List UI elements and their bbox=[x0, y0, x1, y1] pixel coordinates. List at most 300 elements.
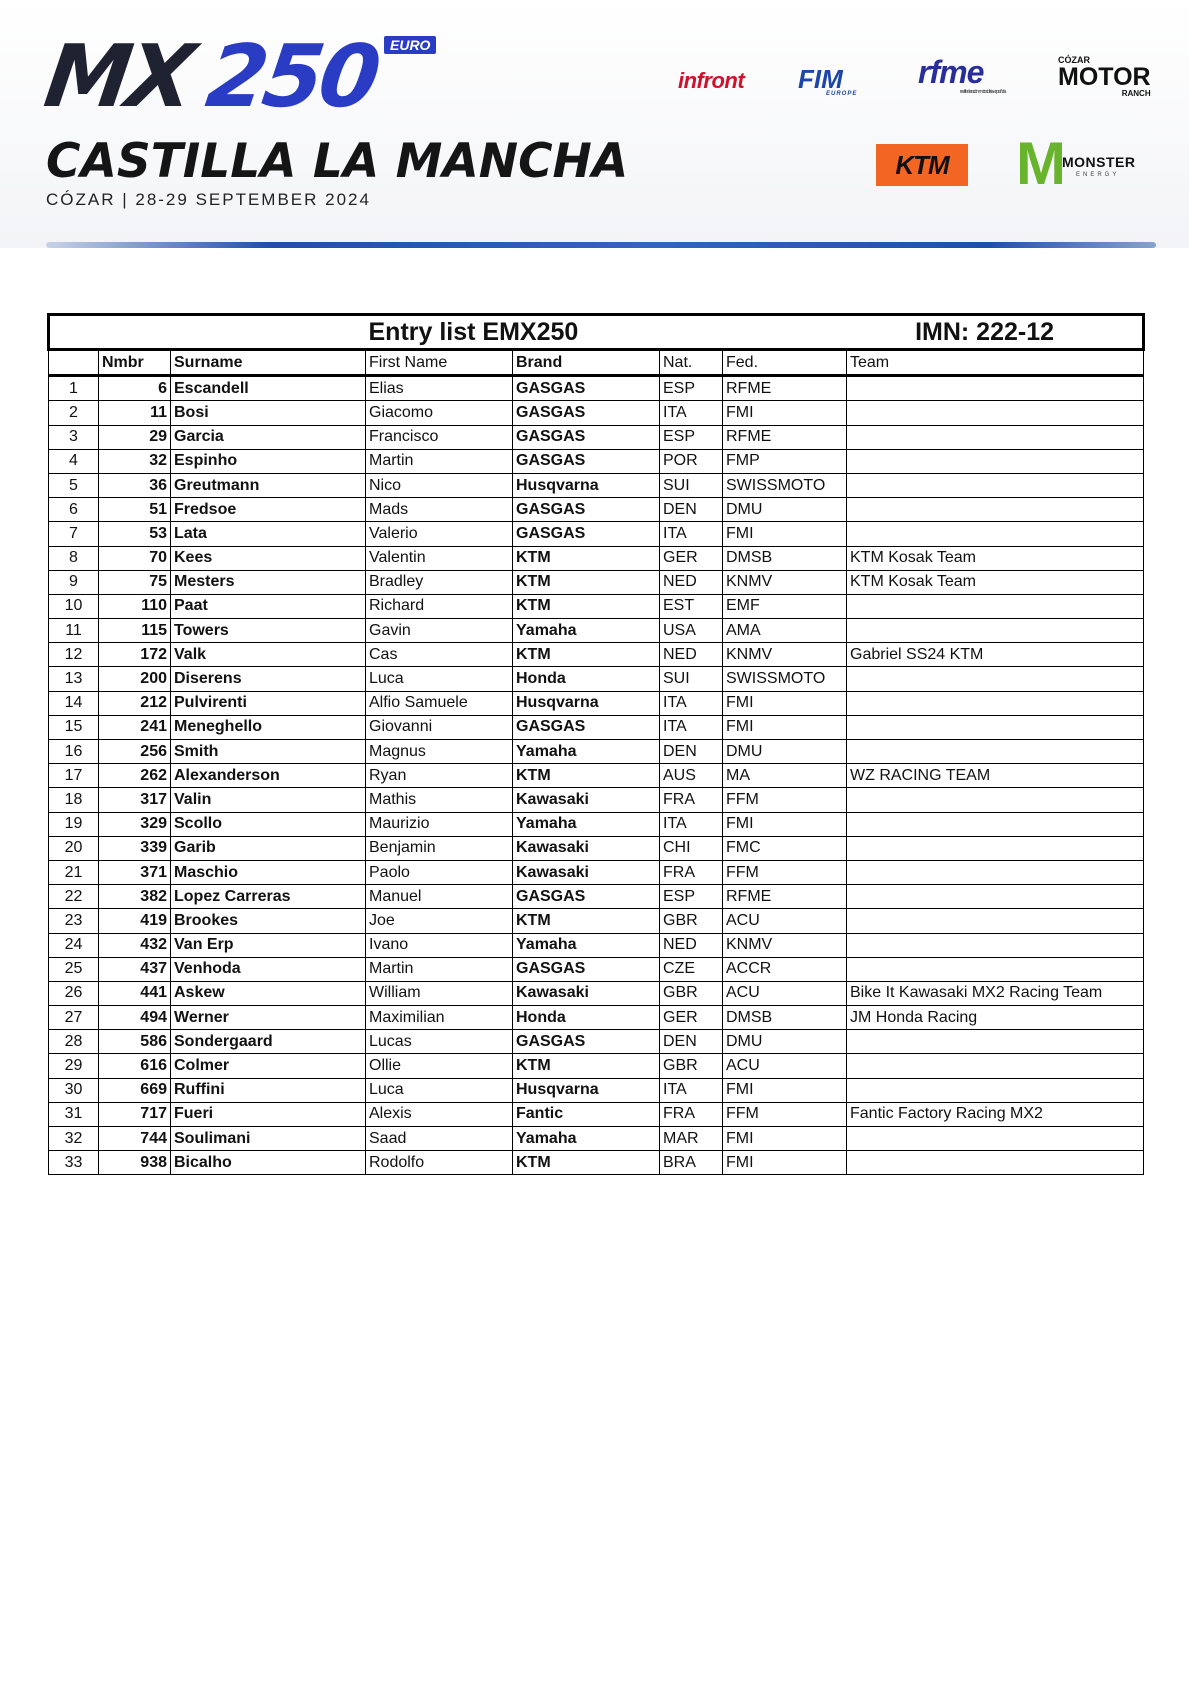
cell-position: 8 bbox=[49, 546, 99, 570]
cell-fed: RFME bbox=[723, 425, 847, 449]
cell-surname: Mesters bbox=[171, 570, 366, 594]
cell-position: 3 bbox=[49, 425, 99, 449]
cell-surname: Maschio bbox=[171, 860, 366, 884]
cell-nat: ITA bbox=[660, 1078, 723, 1102]
cell-number: 382 bbox=[99, 885, 171, 909]
cell-position: 2 bbox=[49, 401, 99, 425]
cell-first-name: Martin bbox=[366, 957, 513, 981]
table-row bbox=[49, 957, 1144, 981]
cell-fed: ACU bbox=[723, 1054, 847, 1078]
cell-fed: RFME bbox=[723, 885, 847, 909]
cell-first-name: William bbox=[366, 981, 513, 1005]
cell-number: 669 bbox=[99, 1078, 171, 1102]
cell-position: 30 bbox=[49, 1078, 99, 1102]
cell-nat: GBR bbox=[660, 909, 723, 933]
cell-team bbox=[847, 933, 1144, 957]
cell-fed: FMC bbox=[723, 836, 847, 860]
cell-position: 11 bbox=[49, 619, 99, 643]
table-row bbox=[49, 376, 1144, 401]
cell-nat: SUI bbox=[660, 473, 723, 497]
cell-surname: Scollo bbox=[171, 812, 366, 836]
logo-euro-tag: EURO bbox=[384, 36, 436, 54]
rfme-logo-sub: real federación motociclista española bbox=[960, 89, 1006, 95]
cell-nat: NED bbox=[660, 570, 723, 594]
cell-brand: Kawasaki bbox=[513, 981, 660, 1005]
col-header-team: Team bbox=[847, 350, 1144, 376]
cell-first-name: Alfio Samuele bbox=[366, 691, 513, 715]
cell-team bbox=[847, 376, 1144, 401]
cell-nat: GBR bbox=[660, 1054, 723, 1078]
cell-brand: KTM bbox=[513, 1054, 660, 1078]
cell-nat: ITA bbox=[660, 522, 723, 546]
table-row bbox=[49, 401, 1144, 425]
cell-team bbox=[847, 788, 1144, 812]
cell-first-name: Nico bbox=[366, 473, 513, 497]
col-header-nat: Nat. bbox=[660, 350, 723, 376]
table-title: Entry list EMX250 bbox=[366, 315, 723, 350]
cell-fed: ACU bbox=[723, 909, 847, 933]
cell-surname: Smith bbox=[171, 740, 366, 764]
cell-first-name: Bradley bbox=[366, 570, 513, 594]
cell-nat: ITA bbox=[660, 715, 723, 739]
cell-first-name: Martin bbox=[366, 449, 513, 473]
cell-team: Gabriel SS24 KTM bbox=[847, 643, 1144, 667]
cell-fed: DMU bbox=[723, 1030, 847, 1054]
cozar-logo-bottom: RANCH bbox=[1121, 89, 1151, 98]
event-title: CASTILLA LA MANCHA bbox=[46, 134, 629, 189]
table-row bbox=[49, 619, 1144, 643]
header-divider bbox=[46, 242, 1156, 248]
cell-position: 1 bbox=[49, 376, 99, 401]
cell-number: 212 bbox=[99, 691, 171, 715]
cell-position: 14 bbox=[49, 691, 99, 715]
mx250-logo bbox=[38, 27, 446, 127]
table-row bbox=[49, 909, 1144, 933]
cell-nat: ITA bbox=[660, 812, 723, 836]
monster-logo-text: MONSTER bbox=[1062, 154, 1136, 170]
cell-number: 36 bbox=[99, 473, 171, 497]
cell-surname: Escandell bbox=[171, 376, 366, 401]
cell-nat: NED bbox=[660, 643, 723, 667]
cell-team: KTM Kosak Team bbox=[847, 570, 1144, 594]
cell-surname: Venhoda bbox=[171, 957, 366, 981]
cell-surname: Kees bbox=[171, 546, 366, 570]
col-header-fed: Fed. bbox=[723, 350, 847, 376]
cell-team bbox=[847, 401, 1144, 425]
monster-claw-icon: M bbox=[1016, 130, 1066, 197]
cell-number: 53 bbox=[99, 522, 171, 546]
cell-team bbox=[847, 1078, 1144, 1102]
table-row bbox=[49, 860, 1144, 884]
table-row bbox=[49, 449, 1144, 473]
cell-number: 11 bbox=[99, 401, 171, 425]
cell-surname: Ruffini bbox=[171, 1078, 366, 1102]
cell-nat: GER bbox=[660, 546, 723, 570]
cell-nat: NED bbox=[660, 933, 723, 957]
table-row bbox=[49, 715, 1144, 739]
cell-number: 115 bbox=[99, 619, 171, 643]
cell-position: 21 bbox=[49, 860, 99, 884]
cell-position: 17 bbox=[49, 764, 99, 788]
cell-brand: KTM bbox=[513, 594, 660, 618]
cell-brand: GASGAS bbox=[513, 885, 660, 909]
table-row bbox=[49, 570, 1144, 594]
cell-surname: Brookes bbox=[171, 909, 366, 933]
cell-brand: Yamaha bbox=[513, 1127, 660, 1151]
cell-nat: ESP bbox=[660, 885, 723, 909]
cell-team: Bike It Kawasaki MX2 Racing Team bbox=[847, 981, 1144, 1005]
cell-brand: KTM bbox=[513, 764, 660, 788]
cell-position: 29 bbox=[49, 1054, 99, 1078]
cell-first-name: Elias bbox=[366, 376, 513, 401]
cell-position: 22 bbox=[49, 885, 99, 909]
cell-team bbox=[847, 1151, 1144, 1175]
cell-team bbox=[847, 667, 1144, 691]
cell-number: 172 bbox=[99, 643, 171, 667]
entry-list-table bbox=[47, 313, 1145, 1175]
cell-number: 29 bbox=[99, 425, 171, 449]
cell-number: 371 bbox=[99, 860, 171, 884]
table-row bbox=[49, 667, 1144, 691]
col-header-position bbox=[49, 350, 99, 376]
imn-label: IMN: 222-12 bbox=[723, 315, 1144, 350]
fim-logo-text: FIM bbox=[798, 64, 843, 94]
infront-logo: infront bbox=[678, 68, 745, 93]
cell-team bbox=[847, 473, 1144, 497]
cell-fed: FMI bbox=[723, 1127, 847, 1151]
cell-brand: GASGAS bbox=[513, 401, 660, 425]
cell-first-name: Cas bbox=[366, 643, 513, 667]
logo-mx-text: MX bbox=[38, 27, 197, 127]
cell-brand: GASGAS bbox=[513, 425, 660, 449]
cell-fed: ACCR bbox=[723, 957, 847, 981]
cell-nat: DEN bbox=[660, 740, 723, 764]
cell-brand: GASGAS bbox=[513, 1030, 660, 1054]
fim-logo-sub: EUROPE bbox=[826, 91, 858, 97]
cell-surname: Alexanderson bbox=[171, 764, 366, 788]
cell-nat: MAR bbox=[660, 1127, 723, 1151]
cell-surname: Soulimani bbox=[171, 1127, 366, 1151]
cell-first-name: Joe bbox=[366, 909, 513, 933]
cell-brand: Fantic bbox=[513, 1102, 660, 1126]
cell-brand: GASGAS bbox=[513, 376, 660, 401]
cell-number: 432 bbox=[99, 933, 171, 957]
cell-team: KTM Kosak Team bbox=[847, 546, 1144, 570]
cell-first-name: Saad bbox=[366, 1127, 513, 1151]
cell-first-name: Maximilian bbox=[366, 1006, 513, 1030]
cell-first-name: Alexis bbox=[366, 1102, 513, 1126]
cell-number: 70 bbox=[99, 546, 171, 570]
cell-fed: MA bbox=[723, 764, 847, 788]
cell-brand: Kawasaki bbox=[513, 836, 660, 860]
table-row bbox=[49, 473, 1144, 497]
cell-fed: KNMV bbox=[723, 570, 847, 594]
cell-brand: GASGAS bbox=[513, 957, 660, 981]
cell-team bbox=[847, 425, 1144, 449]
cell-position: 27 bbox=[49, 1006, 99, 1030]
table-row bbox=[49, 1102, 1144, 1126]
cell-first-name: Mathis bbox=[366, 788, 513, 812]
cell-brand: KTM bbox=[513, 546, 660, 570]
cell-team bbox=[847, 812, 1144, 836]
cell-brand: KTM bbox=[513, 570, 660, 594]
cell-fed: FFM bbox=[723, 860, 847, 884]
cell-position: 10 bbox=[49, 594, 99, 618]
cell-first-name: Mads bbox=[366, 498, 513, 522]
cell-team: JM Honda Racing bbox=[847, 1006, 1144, 1030]
cell-first-name: Valentin bbox=[366, 546, 513, 570]
cell-position: 13 bbox=[49, 667, 99, 691]
monster-logo-sub: ENERGY bbox=[1076, 172, 1120, 178]
cell-brand: KTM bbox=[513, 643, 660, 667]
cell-fed: KNMV bbox=[723, 643, 847, 667]
cell-team bbox=[847, 1054, 1144, 1078]
cell-position: 23 bbox=[49, 909, 99, 933]
cell-number: 586 bbox=[99, 1030, 171, 1054]
cell-fed: SWISSMOTO bbox=[723, 473, 847, 497]
cell-first-name: Ollie bbox=[366, 1054, 513, 1078]
cell-surname: Valk bbox=[171, 643, 366, 667]
cell-nat: DEN bbox=[660, 498, 723, 522]
cell-position: 19 bbox=[49, 812, 99, 836]
cell-brand: Husqvarna bbox=[513, 691, 660, 715]
cell-surname: Fredsoe bbox=[171, 498, 366, 522]
table-row bbox=[49, 522, 1144, 546]
cell-team bbox=[847, 449, 1144, 473]
cell-fed: ACU bbox=[723, 981, 847, 1005]
cell-team bbox=[847, 740, 1144, 764]
cell-surname: Van Erp bbox=[171, 933, 366, 957]
table-row bbox=[49, 933, 1144, 957]
cell-first-name: Richard bbox=[366, 594, 513, 618]
cell-position: 9 bbox=[49, 570, 99, 594]
cell-brand: GASGAS bbox=[513, 449, 660, 473]
cell-team bbox=[847, 691, 1144, 715]
cell-position: 16 bbox=[49, 740, 99, 764]
cell-brand: Yamaha bbox=[513, 812, 660, 836]
cell-position: 7 bbox=[49, 522, 99, 546]
cell-first-name: Lucas bbox=[366, 1030, 513, 1054]
table-row bbox=[49, 1006, 1144, 1030]
cell-first-name: Maurizio bbox=[366, 812, 513, 836]
cell-surname: Meneghello bbox=[171, 715, 366, 739]
cell-number: 200 bbox=[99, 667, 171, 691]
cell-number: 317 bbox=[99, 788, 171, 812]
cell-surname: Bicalho bbox=[171, 1151, 366, 1175]
event-subtitle: CÓZAR | 28-29 SEPTEMBER 2024 bbox=[46, 190, 371, 209]
cell-nat: DEN bbox=[660, 1030, 723, 1054]
cell-team bbox=[847, 498, 1144, 522]
cell-number: 616 bbox=[99, 1054, 171, 1078]
cell-brand: Yamaha bbox=[513, 933, 660, 957]
cell-number: 744 bbox=[99, 1127, 171, 1151]
cell-position: 15 bbox=[49, 715, 99, 739]
cell-brand: KTM bbox=[513, 1151, 660, 1175]
cell-team bbox=[847, 909, 1144, 933]
cell-first-name: Ryan bbox=[366, 764, 513, 788]
cell-team bbox=[847, 957, 1144, 981]
cell-brand: Kawasaki bbox=[513, 860, 660, 884]
table-row bbox=[49, 1054, 1144, 1078]
rfme-logo-text: rfme bbox=[918, 54, 984, 90]
cell-first-name: Luca bbox=[366, 1078, 513, 1102]
cell-nat: GBR bbox=[660, 981, 723, 1005]
cell-first-name: Manuel bbox=[366, 885, 513, 909]
cell-first-name: Rodolfo bbox=[366, 1151, 513, 1175]
table-row bbox=[49, 546, 1144, 570]
cell-number: 717 bbox=[99, 1102, 171, 1126]
cell-team bbox=[847, 885, 1144, 909]
cell-nat: ITA bbox=[660, 401, 723, 425]
cell-nat: EST bbox=[660, 594, 723, 618]
cozar-logo-main: MOTOR bbox=[1058, 63, 1151, 91]
cell-brand: Husqvarna bbox=[513, 1078, 660, 1102]
rfme-logo bbox=[918, 54, 1005, 95]
cell-fed: DMSB bbox=[723, 1006, 847, 1030]
table-row bbox=[49, 425, 1144, 449]
cell-first-name: Magnus bbox=[366, 740, 513, 764]
cell-number: 32 bbox=[99, 449, 171, 473]
cell-surname: Valin bbox=[171, 788, 366, 812]
cell-surname: Askew bbox=[171, 981, 366, 1005]
cell-nat: AUS bbox=[660, 764, 723, 788]
cell-number: 75 bbox=[99, 570, 171, 594]
cell-fed: DMSB bbox=[723, 546, 847, 570]
cell-fed: FMI bbox=[723, 691, 847, 715]
table-row bbox=[49, 1078, 1144, 1102]
cell-brand: Kawasaki bbox=[513, 788, 660, 812]
cell-brand: Husqvarna bbox=[513, 473, 660, 497]
cell-team bbox=[847, 1030, 1144, 1054]
cell-first-name: Paolo bbox=[366, 860, 513, 884]
cell-first-name: Gavin bbox=[366, 619, 513, 643]
cell-surname: Towers bbox=[171, 619, 366, 643]
cell-team: WZ RACING TEAM bbox=[847, 764, 1144, 788]
cell-fed: FMI bbox=[723, 522, 847, 546]
cell-surname: Greutmann bbox=[171, 473, 366, 497]
fim-logo bbox=[798, 64, 857, 97]
monster-energy-logo bbox=[1012, 130, 1144, 202]
cell-surname: Lopez Carreras bbox=[171, 885, 366, 909]
cell-surname: Garcia bbox=[171, 425, 366, 449]
cell-surname: Paat bbox=[171, 594, 366, 618]
logo-250-text: 250 bbox=[200, 27, 383, 127]
cell-number: 241 bbox=[99, 715, 171, 739]
table-row bbox=[49, 812, 1144, 836]
cell-number: 419 bbox=[99, 909, 171, 933]
cell-first-name: Benjamin bbox=[366, 836, 513, 860]
cell-first-name: Giacomo bbox=[366, 401, 513, 425]
cell-team bbox=[847, 619, 1144, 643]
cell-number: 339 bbox=[99, 836, 171, 860]
table-row bbox=[49, 1127, 1144, 1151]
cell-position: 18 bbox=[49, 788, 99, 812]
cell-number: 329 bbox=[99, 812, 171, 836]
col-header-first-name: First Name bbox=[366, 350, 513, 376]
cell-team bbox=[847, 860, 1144, 884]
table-row bbox=[49, 498, 1144, 522]
cell-nat: ESP bbox=[660, 376, 723, 401]
cell-nat: CHI bbox=[660, 836, 723, 860]
cell-nat: ESP bbox=[660, 425, 723, 449]
table-row bbox=[49, 594, 1144, 618]
cell-surname: Garib bbox=[171, 836, 366, 860]
cell-surname: Lata bbox=[171, 522, 366, 546]
cell-fed: DMU bbox=[723, 498, 847, 522]
table-row bbox=[49, 1030, 1144, 1054]
cell-number: 262 bbox=[99, 764, 171, 788]
cell-brand: Yamaha bbox=[513, 619, 660, 643]
cell-fed: FMI bbox=[723, 1151, 847, 1175]
table-row bbox=[49, 788, 1144, 812]
cell-position: 6 bbox=[49, 498, 99, 522]
table-row bbox=[49, 836, 1144, 860]
cozar-logo-top: CÓZAR bbox=[1058, 55, 1090, 65]
cell-team bbox=[847, 522, 1144, 546]
cell-fed: KNMV bbox=[723, 933, 847, 957]
col-header-number: Nmbr bbox=[99, 350, 171, 376]
cell-nat: BRA bbox=[660, 1151, 723, 1175]
cell-surname: Werner bbox=[171, 1006, 366, 1030]
cell-surname: Pulvirenti bbox=[171, 691, 366, 715]
cell-position: 25 bbox=[49, 957, 99, 981]
cell-number: 110 bbox=[99, 594, 171, 618]
cell-fed: FFM bbox=[723, 1102, 847, 1126]
ktm-logo: KTM bbox=[876, 144, 968, 186]
cell-position: 33 bbox=[49, 1151, 99, 1175]
cell-nat: USA bbox=[660, 619, 723, 643]
cell-surname: Colmer bbox=[171, 1054, 366, 1078]
cell-surname: Fueri bbox=[171, 1102, 366, 1126]
cell-nat: CZE bbox=[660, 957, 723, 981]
cell-nat: ITA bbox=[660, 691, 723, 715]
cell-position: 26 bbox=[49, 981, 99, 1005]
cell-fed: FMP bbox=[723, 449, 847, 473]
cell-surname: Sondergaard bbox=[171, 1030, 366, 1054]
cell-fed: SWISSMOTO bbox=[723, 667, 847, 691]
cell-fed: FMI bbox=[723, 1078, 847, 1102]
cell-fed: DMU bbox=[723, 740, 847, 764]
cell-number: 256 bbox=[99, 740, 171, 764]
cell-brand: Honda bbox=[513, 667, 660, 691]
cell-fed: EMF bbox=[723, 594, 847, 618]
cell-number: 938 bbox=[99, 1151, 171, 1175]
cell-surname: Espinho bbox=[171, 449, 366, 473]
cell-fed: FMI bbox=[723, 715, 847, 739]
cell-position: 24 bbox=[49, 933, 99, 957]
cell-nat: GER bbox=[660, 1006, 723, 1030]
cell-position: 28 bbox=[49, 1030, 99, 1054]
cell-brand: GASGAS bbox=[513, 715, 660, 739]
cell-brand: GASGAS bbox=[513, 522, 660, 546]
table-row bbox=[49, 981, 1144, 1005]
cell-nat: SUI bbox=[660, 667, 723, 691]
cell-fed: FMI bbox=[723, 812, 847, 836]
cell-number: 441 bbox=[99, 981, 171, 1005]
cell-nat: FRA bbox=[660, 1102, 723, 1126]
cell-position: 20 bbox=[49, 836, 99, 860]
cell-position: 12 bbox=[49, 643, 99, 667]
cell-brand: GASGAS bbox=[513, 498, 660, 522]
col-header-brand: Brand bbox=[513, 350, 660, 376]
table-header-row bbox=[49, 350, 1144, 376]
cell-number: 6 bbox=[99, 376, 171, 401]
cell-number: 494 bbox=[99, 1006, 171, 1030]
cell-position: 4 bbox=[49, 449, 99, 473]
table-title-row bbox=[49, 315, 1144, 350]
cell-brand: KTM bbox=[513, 909, 660, 933]
cell-position: 32 bbox=[49, 1127, 99, 1151]
